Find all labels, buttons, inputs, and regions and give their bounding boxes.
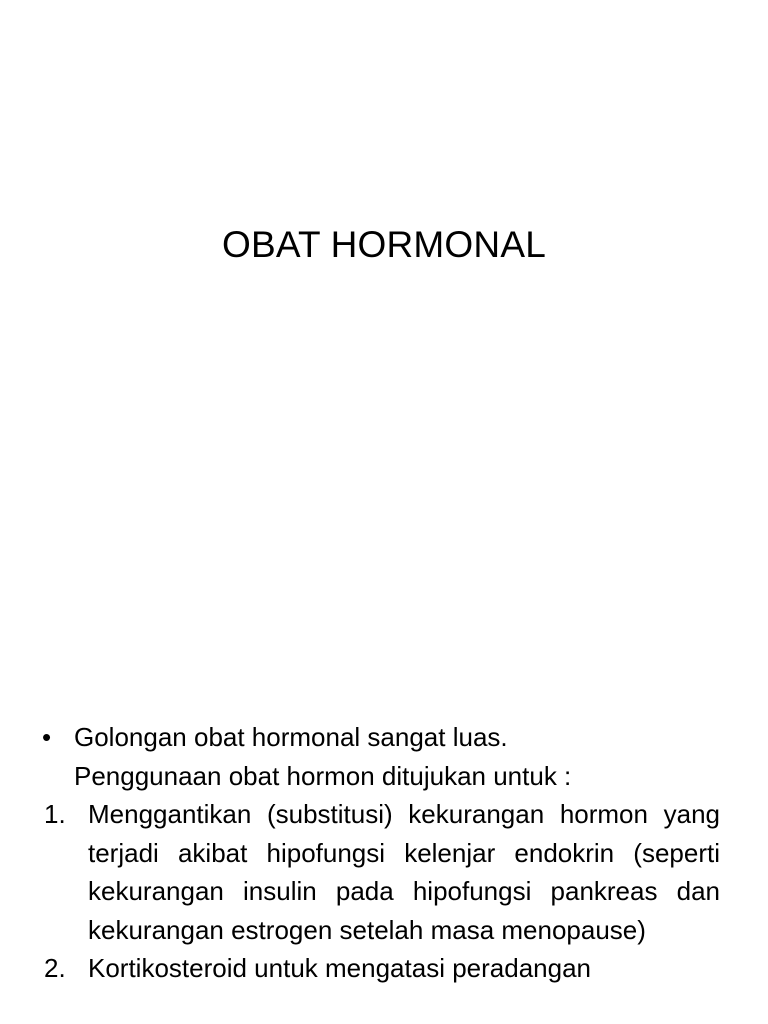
item-number: 2. <box>44 953 66 983</box>
numbered-item-2 <box>0 949 720 988</box>
bullet-item <box>0 718 634 795</box>
bullet-icon: • <box>42 722 52 752</box>
item-text: Kortikosteroid untuk mengatasi peradangan <box>88 953 591 983</box>
bullet-line-1: Golongan obat hormonal sangat luas. <box>74 722 508 752</box>
numbered-item-1 <box>0 795 720 949</box>
item-text: Menggantikan (substitusi) kekurangan hormon yang terjadi akibat hipofungsi kelenjar endokrin (seperti kekurangan insulin pada hipofungsi pankreas dan kekurangan estrogen setelah masa menopause) <box>88 799 720 945</box>
bullet-line-2: Penggunaan obat hormon ditujukan untuk : <box>74 760 572 791</box>
item-number: 1. <box>44 799 66 829</box>
slide-body <box>0 718 768 988</box>
slide-title: OBAT HORMONAL <box>221 224 546 265</box>
